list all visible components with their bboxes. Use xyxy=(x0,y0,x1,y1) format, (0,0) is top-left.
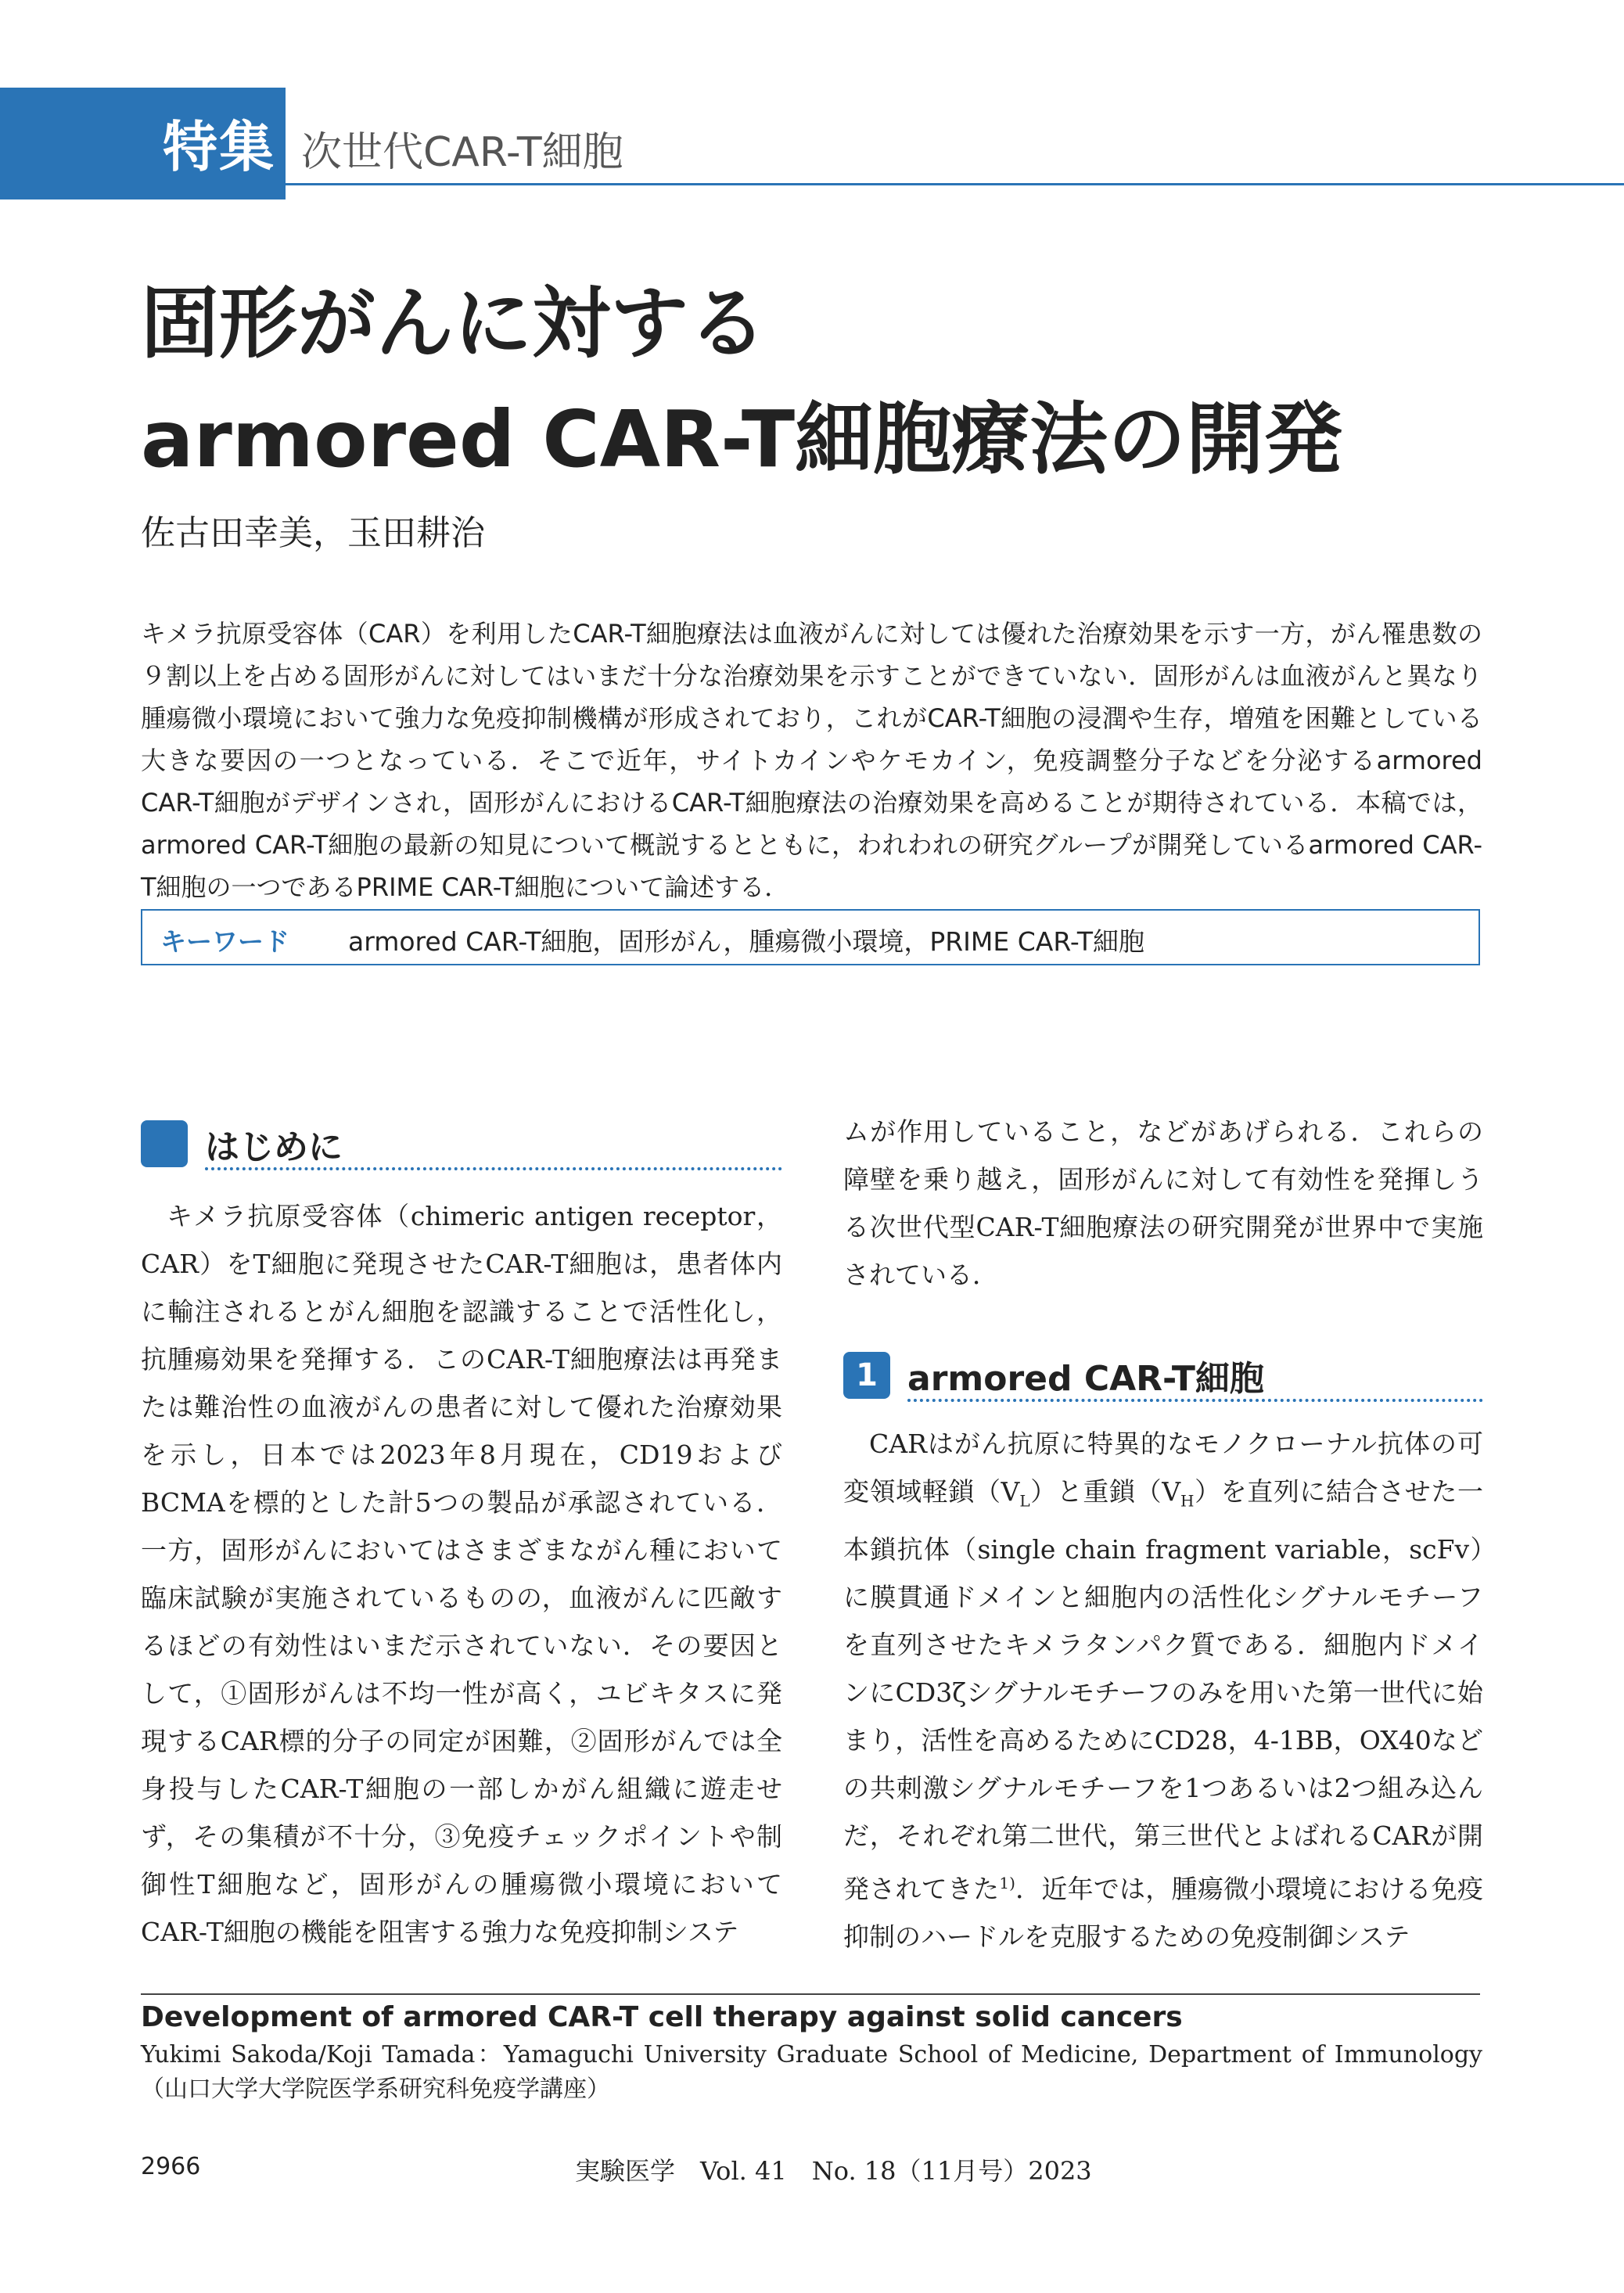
author-affiliation: Yukimi Sakoda/Koji Tamada：Yamaguchi University Graduate School of Medicine, Department of Immunology（山口大学大学院医学系研究科免疫学講座） xyxy=(141,2041,1482,2103)
section-1-paragraph xyxy=(843,1420,1483,1961)
section-1-badge: 1 xyxy=(843,1352,890,1399)
keyword-label: キーワード xyxy=(160,926,289,957)
footer-rule xyxy=(141,1993,1480,1995)
journal-citation: 実験医学 Vol. 41 No. 18（11月号）2023 xyxy=(575,2156,1092,2186)
section-1-underline xyxy=(907,1399,1483,1402)
s1-text-c: ）を直列に結合させた一本鎖抗体（single chain fragment variable，scFv）に膜貫通ドメインと細胞内の活性化シグナルモチーフを直列させたキメラタンパク質である．細胞内ドメインにCD3ζシグナルモチーフのみを用いた第一世代に始まり，活性を高めるためにCD28，4-1BB，OX40などの共刺激シグナルモチーフを1つあるいは2つ組み込んだ，それぞれ第二世代，第三世代とよばれるCARが開発されてきた xyxy=(843,1476,1483,1904)
section-1-heading xyxy=(843,1350,1264,1400)
intro-paragraph-cont: ムが作用していること，などがあげられる．これらの障壁を乗り越え，固形がんに対して有効性を発揮しうる次世代型CAR-T細胞療法の研究開発が世界中で実施されている． xyxy=(843,1116,1483,1290)
s1-text-b: ）と重鎖（V xyxy=(1029,1476,1181,1507)
intro-badge xyxy=(141,1120,188,1167)
section-1-body xyxy=(843,1420,1483,1961)
abstract: キメラ抗原受容体（CAR）を利用したCAR-T細胞療法は血液がんに対しては優れた治療効果を示す一方，がん罹患数の９割以上を占める固形がんに対してはいまだ十分な治療効果を示すことができていない．固形がんは血液がんと異なり腫瘍微小環境において強力な免疫抑制機構が形成されており，これがCAR-T細胞の浸潤や生存，増殖を困難としている大きな要因の一つとなっている．そこで近年，サイトカインやケモカイン，免疫調整分子などを分泌するarmored CAR-T細胞がデザインされ，固形がんにおけるCAR-T細胞療法の治療効果を高めることが期待されている．本稿では，armored CAR-T細胞の最新の知見について概説するとともに，われわれの研究グループが開発しているarmored CAR-T細胞の一つであるPRIME CAR-T細胞について論述する． xyxy=(141,619,1482,902)
intro-title: はじめに xyxy=(205,1127,343,1167)
section-1-title: armored CAR-T細胞 xyxy=(907,1359,1264,1399)
english-title: Development of armored CAR-T cell therapy against solid cancers xyxy=(141,2001,1183,2033)
article-title xyxy=(141,266,1549,498)
intro-continuation xyxy=(843,1108,1483,1299)
s1-text-d: ．近年では，腫瘍微小環境における免疫抑制のハードルを克服するための免疫制御システ xyxy=(843,1873,1484,1952)
header-rule xyxy=(286,183,1624,185)
title-line-2: armored CAR-T細胞療法の開発 xyxy=(141,394,1343,485)
keyword-list: armored CAR-T細胞，固形がん，腫瘍微小環境，PRIME CAR-T細胞 xyxy=(348,926,1144,957)
title-line-1: 固形がんに対する xyxy=(141,278,767,369)
subscript-h: H xyxy=(1180,1491,1195,1511)
intro-paragraph: キメラ抗原受容体（chimeric antigen receptor，CAR）をT細胞に発現させたCAR-T細胞は，患者体内に輸注されるとがん細胞を認識することで活性化し，抗腫瘍効果を発揮する．このCAR-T細胞療法は再発または難治性の血液がんの患者に対して優れた治療効果を示し，日本では2023年8月現在，CD19およびBCMAを標的とした計5つの製品が承認されている．一方，固形がんにおいてはさまざまながん種において臨床試験が実施されているものの，血液がんに匹敵するほどの有効性はいまだ示されていない．その要因として，①固形がんは不均一性が高く，ユビキタスに発現するCAR標的分子の同定が困難，②固形がんでは全身投与したCAR-T細胞の一部しかがん組織に遊走せず，その集積が不十分，③免疫チェックポイントや制御性T細胞など，固形がんの腫瘍微小環境においてCAR-T細胞の機能を阻害する強力な免疫抑制システ xyxy=(141,1201,782,1947)
intro-heading xyxy=(141,1119,343,1169)
s1-text-a: CARはがん抗原に特異的なモノクローナル抗体の可変領域軽鎖（V xyxy=(843,1429,1483,1507)
special-topic: 次世代CAR-T細胞 xyxy=(301,129,623,176)
section-tab-label: 特集 xyxy=(163,115,275,179)
reference-marker: 1) xyxy=(999,1873,1015,1892)
page-number: 2966 xyxy=(141,2153,201,2180)
intro-heading-underline xyxy=(205,1167,782,1170)
intro-body xyxy=(141,1192,782,1956)
authors: 佐古田幸美，玉田耕治 xyxy=(141,513,485,553)
subscript-l: L xyxy=(1019,1491,1030,1511)
